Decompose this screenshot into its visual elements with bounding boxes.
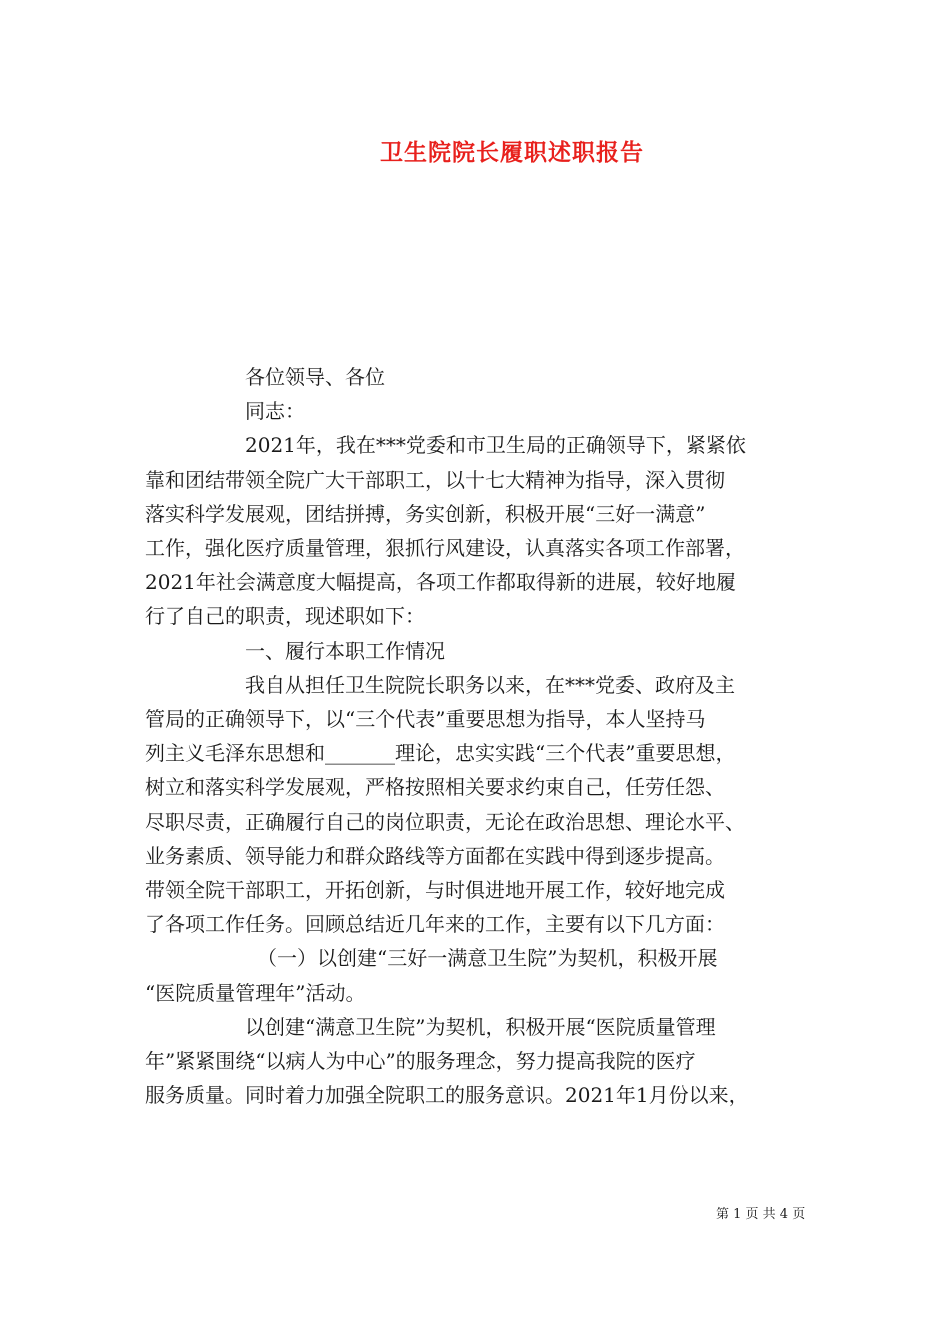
paragraph-line: 以创建“满意卫生院”为契机，积极开展“医院质量管理 [245, 1014, 716, 1039]
paragraph-line: 靠和团结带领全院广大干部职工，以十七大精神为指导，深入贯彻 [145, 467, 725, 492]
paragraph-line: 带领全院干部职工，开拓创新，与时俱进地开展工作，较好地完成 [145, 878, 725, 903]
paragraph-line: 业务素质、领导能力和群众路线等方面都在实践中得到逐步提高。 [145, 843, 725, 868]
paragraph-line: 2021年社会满意度大幅提高，各项工作都取得新的进展，较好地履 [145, 570, 736, 595]
paragraph-line: 行了自己的职责，现述职如下： [145, 604, 425, 629]
paragraph-line: 2021年，我在***党委和市卫生局的正确领导下，紧紧依 [245, 433, 746, 458]
paragraph-line: 落实科学发展观，团结拼搏，务实创新，积极开展“三好一满意” [145, 501, 706, 526]
paragraph-line: 服务质量。同时着力加强全院职工的服务意识。2021年1月份以来， [145, 1083, 749, 1108]
paragraph-line: 了各项工作任务。回顾总结近几年来的工作，主要有以下几方面： [145, 912, 725, 937]
subsection-heading: （一）以创建“三好一满意卫生院”为契机，积极开展 [257, 946, 718, 971]
paragraph-line: 树立和落实科学发展观，严格按照相关要求约束自己，任劳任怨、 [145, 775, 725, 800]
paragraph-line: 列主义毛泽东思想和_______理论，忠实实践“三个代表”重要思想， [145, 741, 736, 766]
paragraph-line: 尽职尽责，正确履行自己的岗位职责，无论在政治思想、理论水平、 [145, 809, 745, 834]
salutation-line-1: 各位领导、各位 [245, 365, 385, 389]
paragraph-line: 工作，强化医疗质量管理，狠抓行风建设，认真落实各项工作部署， [145, 536, 745, 561]
document-body [145, 360, 810, 1112]
salutation-line-2: 同志： [245, 399, 305, 424]
paragraph-line: 管局的正确领导下，以“三个代表”重要思想为指导，本人坚持马 [145, 707, 706, 732]
paragraph-line: 我自从担任卫生院院长职务以来，在***党委、政府及主 [245, 672, 735, 697]
document-title: 卫生院院长履职述职报告 [380, 139, 644, 166]
subsection-heading-cont: “医院质量管理年”活动。 [145, 980, 366, 1005]
paragraph-line: 年”紧紧围绕“以病人为中心”的服务理念，努力提高我院的医疗 [145, 1049, 696, 1074]
page-number-footer: 第 1 页 共 4 页 [716, 1207, 806, 1222]
section-heading: 一、履行本职工作情况 [245, 638, 445, 663]
